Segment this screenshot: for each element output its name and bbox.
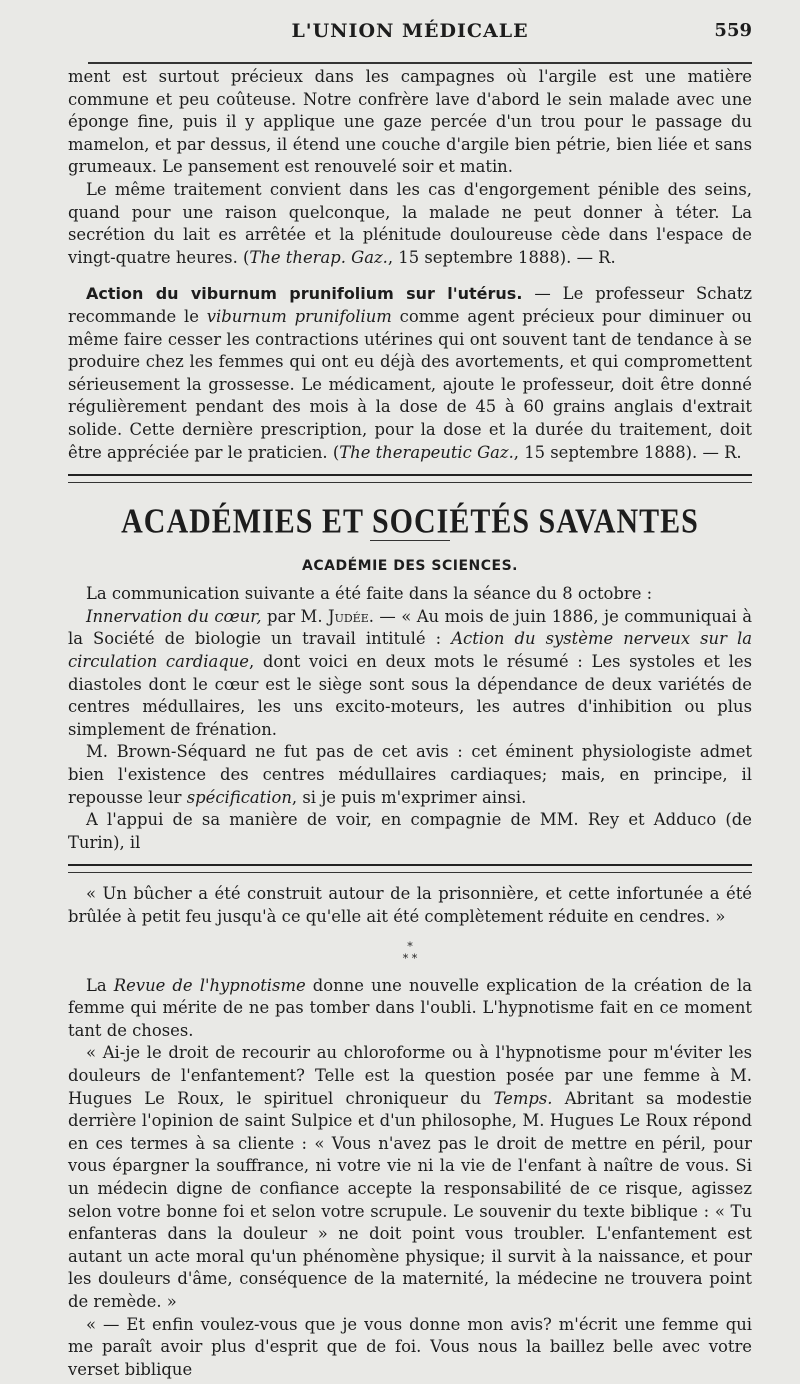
paragraph-engorgement: Le même traitement convient dans les cas d'engorgement pénible des seins, quand pour une raison quelconque, la malade ne peut donner à téter. La secrétion du lait es arrêtée et la plénitude douloureuse cède dans l'espace de vingt-quatre heures. (The therap. Gaz., 15 septembre 1888). — R. [68,179,752,267]
paragraph-appui: A l'appui de sa manière de voir, en compagnie de MM. Rey et Adduco (de Turin), il [68,810,752,852]
author-name: Judée [328,606,369,626]
paragraph-bucher: « Un bûcher a été construit autour de la prisonnière, et cette infortunée a été brûlée à petit feu jusqu'à ce qu'elle ait été complètement réduite en cendres. » [68,884,752,926]
article-headline: Action du viburnum prunifolium sur l'utérus. [86,284,523,304]
section-title: ACADÉMIES ET SOCIÉTÉS SAVANTES [121,502,699,541]
running-head [68,18,752,48]
drug-name: viburnum prunifolium [206,306,392,326]
paragraph-viburnum: Action du viburnum prunifolium sur l'utérus. — Le professeur Schatz recommande le viburnum prunifolium comme agent précieux pour diminuer ou même faire cesser les contractions utérines qui ont souvent tant de tendance à se produire chez les femmes qui ont eu déjà des avortements, et qui compromettent sérieusement la grossesse. Le médicament, ajoute le professeur, doit être donné régulièrement pendant des mois à la dose de 45 à 60 grains anglais d'extrait solide. Cette dernière prescription, pour la dose et la durée du traitement, doit être appréciée par le praticien. (The therapeutic Gaz., 15 septembre 1888). — R. [68,284,752,462]
paper-title: Innervation du cœur, [86,606,262,626]
paragraph-avis: « — Et enfin voulez-vous que je vous donne mon avis? m'écrit une femme qui me paraît avoir plus d'esprit que de foi. Vous nous la baillez belle avec votre verset biblique [68,1314,752,1379]
article-body [68,66,752,1381]
source-citation: The therap. Gaz. [249,247,388,267]
paragraph-chloroforme: « Ai-je le droit de recourir au chloroforme ou à l'hypnotisme pour m'éviter les douleurs de l'enfantement? Telle est la question posée par une femme à M. Hugues Le Roux, le spirituel chroniqueur du Temps. Abritant sa modestie derrière l'opinion de saint Sulpice et d'un philosophe, M. Hugues Le Roux répond en ces termes à sa cliente : « Vous n'avez pas le droit de mettre en péril, pour vous épargner la souffrance, ni votre vie ni la vie de l'enfant à naître de vous. Si un médecin digne de confiance accepte la responsabilité de ce risque, agissez selon votre bonne foi et selon votre scrupule. Le souvenir du texte biblique : « Tu enfanteras dans la douleur » ne doit point vous troubler. L'enfantement est autant un acte moral qu'un phénomène physique; il survit à la naissance, et pour les douleurs d'âme, conséquence de la maternité, la médecine ne trouvera point de remède. » [68,1043,753,1311]
section-divider [68,864,752,873]
paragraph-hypnotisme: La Revue de l'hypnotisme donne une nouvelle explication de la création de la femme qui mérite de ne pas tomber dans l'oubli. L'hypnotisme fait en ce moment tant de choses. [68,975,752,1040]
journal-title: L'UNION MÉDICALE [291,20,529,42]
page-number: 559 [714,20,752,41]
subsection-title: ACADÉMIE DES SCIENCES. [302,557,518,574]
journal-name: Revue de l'hypnotisme [113,975,306,995]
source-citation: The therapeutic Gaz. [339,442,514,462]
asterism: * * * [402,939,418,965]
header-rule [88,62,752,64]
paragraph-brown-sequard: M. Brown-Séquard ne fut pas de cet avis : cet éminent physiologiste admet bien l'existence des centres médullaires cardiaques; mais, en principe, il repousse leur spécification, si je puis m'exprimer ainsi. [68,742,752,807]
paragraph-communication: La communication suivante a été faite dans la séance du 8 octobre : [86,584,653,604]
paragraph-argile: ment est surtout précieux dans les campagnes où l'argile est une matière commune et peu coûteuse. Notre confrère lave d'abord le sein malade avec une éponge fine, puis il y applique une gaze percée d'un trou pour le passage du mamelon, et par dessus, il étend une couche d'argile bien pétrie, bien liée et sans grumeaux. Le pansement est renouvelé soir et matin. [68,67,752,177]
paragraph-innervation: Innervation du cœur, par M. Judée. — « Au mois de juin 1886, je communiquai à la Société de biologie un travail intitulé : Action du système nerveux sur la circulation cardiaque, dont voici en deux mots le résumé : Les systoles et les diastoles dont le cœur est le siège sont sous la dépendance de deux variétés de centres médullaires, les uns excito-moteurs, les autres d'inhibition ou plus simplement de frénation. [68,606,752,739]
section-divider [68,474,752,483]
newspaper-name: Temps. [493,1088,553,1108]
work-title: Action du système nerveux sur la circulation cardiaque [68,629,752,672]
